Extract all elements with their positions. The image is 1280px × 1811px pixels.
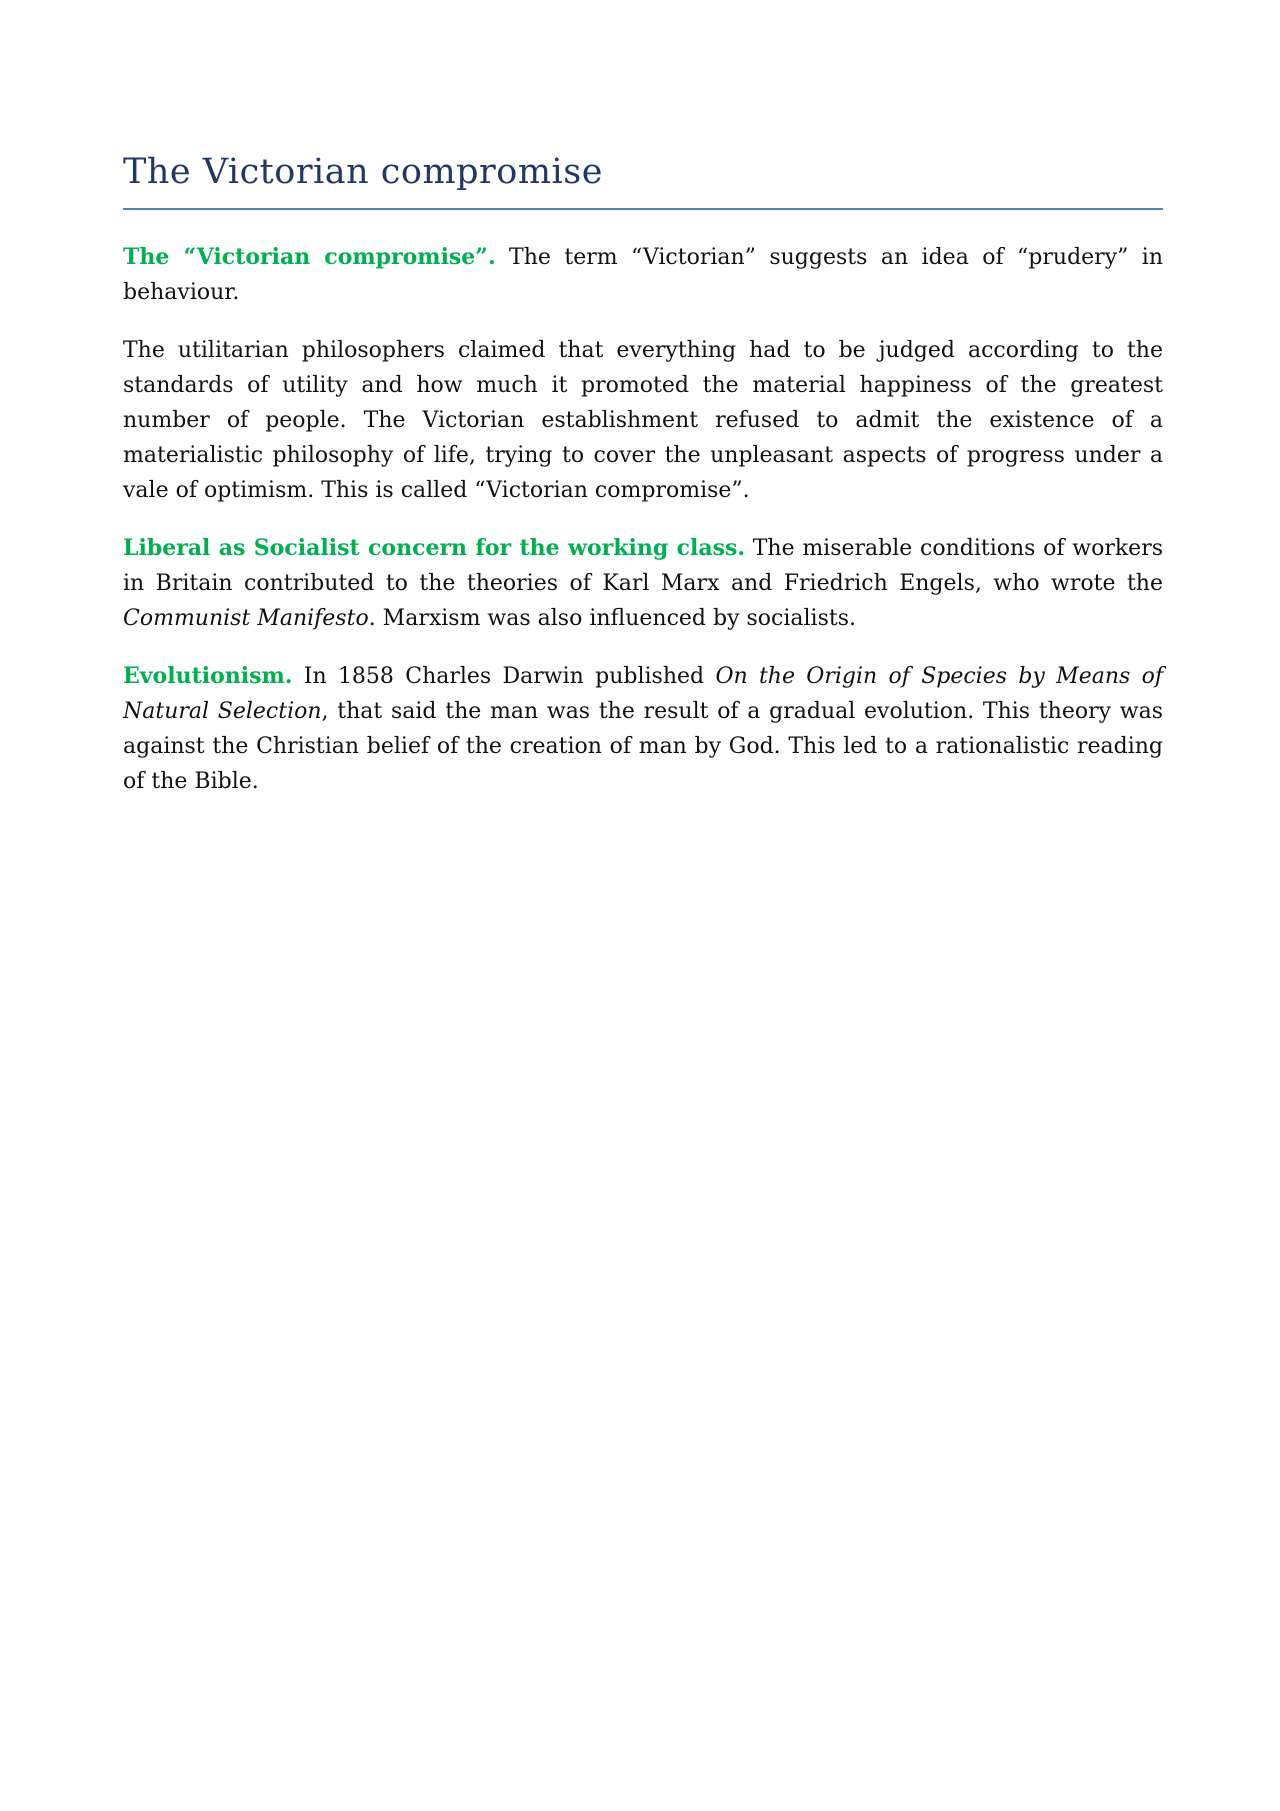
section-title: The Victorian compromise	[123, 152, 603, 192]
paragraph-text: . Marxism was also influenced by socialists.	[368, 606, 856, 631]
paragraph-text: In 1858 Charles Darwin published	[292, 664, 716, 689]
paragraph-text: The miserable conditions of workers in Britain contributed to the theories of Karl Marx and Friedrich Engels, who wrote the	[123, 536, 1163, 596]
paragraph-evolutionism	[123, 659, 1163, 799]
book-title-italic: Communist Manifesto	[123, 606, 369, 631]
section-body	[123, 240, 1163, 822]
paragraph-text: The term “Victorian” suggests an idea of “prudery” in behaviour.	[123, 245, 1163, 305]
paragraph-socialist-concern	[123, 531, 1163, 636]
paragraph-lead: Evolutionism.	[123, 663, 293, 689]
paragraph-lead: The “Victorian compromise”.	[123, 244, 496, 270]
paragraph-utilitarian	[123, 333, 1163, 508]
book-title-italic: On the Origin of Species by Means of Natural Selection	[123, 664, 1163, 724]
paragraph-text: , that said the man was the result of a gradual evolution. This theory was against the Christian belief of the creation of man by God. This led to a rationalistic reading of the Bible.	[123, 699, 1164, 794]
title-underline	[123, 208, 1163, 210]
paragraph-text: The utilitarian philosophers claimed that everything had to be judged according to the standards of utility and how much it promoted the material happiness of the greatest number of people. The Victorian establishment refused to admit the existence of a materialistic philosophy of life, trying to cover the unpleasant aspects of progress under a vale of optimism. This is called “Victorian compromise”.	[123, 338, 1163, 503]
paragraph-lead: Liberal as Socialist concern for the working class.	[123, 535, 746, 561]
paragraph-victorian-compromise	[123, 240, 1163, 310]
